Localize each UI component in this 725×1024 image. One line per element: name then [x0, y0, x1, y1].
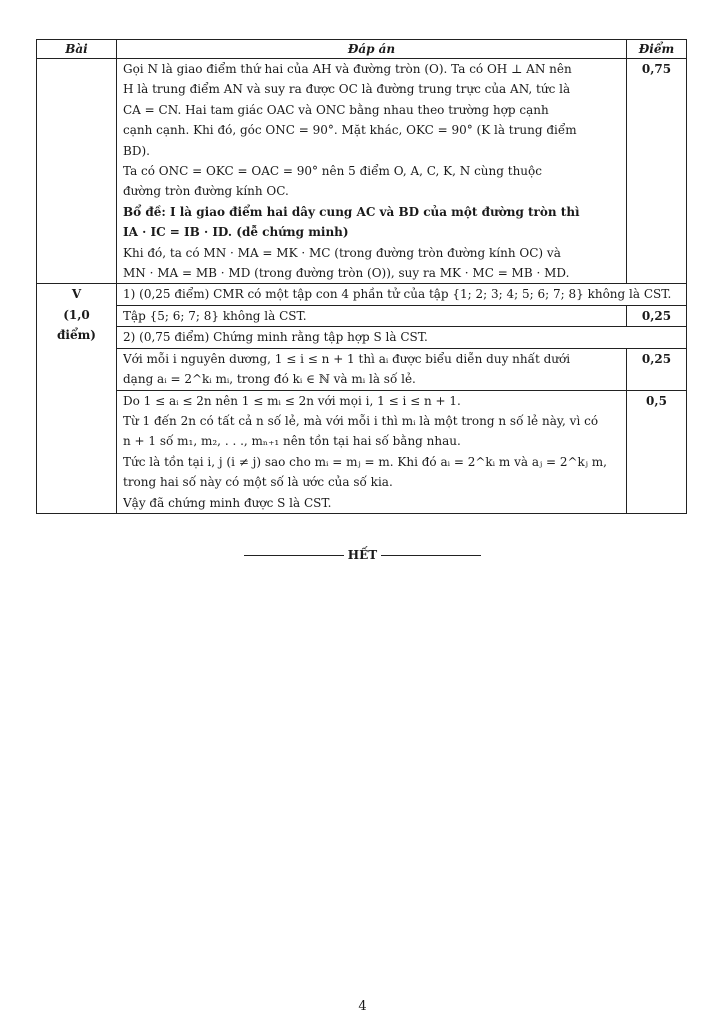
part2-step1-cell: [117, 348, 627, 390]
answer-line: dạng aᵢ = 2^kᵢ mᵢ, trong đó kᵢ ∈ ℕ và mᵢ là số lẻ.: [123, 372, 416, 387]
table-row-v-part1-header: [37, 284, 687, 305]
end-mark-text: HẾT: [347, 548, 378, 562]
answer-line: CA = CN. Hai tam giác OAC và ONC bằng nhau theo trường hợp cạnh: [123, 102, 549, 117]
table-header-row: [37, 40, 687, 59]
table-row-v-part2-header: [37, 327, 687, 348]
answer-line: H là trung điểm AN và suy ra được OC là đường trung trực của AN, tức là: [123, 82, 571, 97]
table-row-v-part2-step2: [37, 390, 687, 513]
header-diem: Điểm: [627, 40, 687, 59]
answer-line: Do 1 ≤ aᵢ ≤ 2n nên 1 ≤ mᵢ ≤ 2n với mọi i, 1 ≤ i ≤ n + 1.: [123, 393, 461, 408]
answer-line: đường tròn đường kính OC.: [123, 184, 289, 199]
table-row-v-part1-answer: [37, 305, 687, 326]
end-rule-right: [381, 555, 481, 556]
bai-cell-v: [37, 284, 117, 513]
answer-line: BD).: [123, 143, 150, 158]
answer-line: Vậy đã chứng minh được S là CST.: [123, 495, 332, 510]
answer-line: MN · MA = MB · MD (trong đường tròn (O)), suy ra MK · MC = MB · MD.: [123, 266, 570, 281]
answer-line: Ta có ONC = OKC = OAC = 90° nên 5 điểm O, A, C, K, N cùng thuộc: [123, 164, 542, 179]
answer-cell-geometry: [117, 59, 627, 284]
answer-line: n + 1 số m₁, m₂, . . ., mₙ₊₁ nên tồn tại hai số bằng nhau.: [123, 434, 461, 449]
header-dap-an: Đáp án: [117, 40, 627, 59]
page-number: 4: [358, 999, 367, 1014]
answer-line: trong hai số này có một số là ước của số kia.: [123, 475, 393, 490]
part2-header: 2) (0,75 điểm) Chứng minh rằng tập hợp S là CST.: [123, 330, 428, 345]
header-bai: Bài: [37, 40, 117, 59]
part2-header-cell: [117, 327, 687, 348]
bai-label: V: [71, 287, 82, 302]
answer-line: cạnh cạnh. Khi đó, góc ONC = 90°. Mặt khác, OKC = 90° (K là trung điểm: [123, 123, 577, 138]
part1-header-cell: [117, 284, 687, 305]
bai-cell-empty: [37, 59, 117, 284]
part1-header: 1) (0,25 điểm) CMR có một tập con 4 phần tử của tập {1; 2; 3; 4; 5; 6; 7; 8} không là CST.: [123, 287, 672, 302]
table-row-v-part2-step1: [37, 348, 687, 390]
answer-line: Gọi N là giao điểm thứ hai của AH và đường tròn (O). Ta có OH ⊥ AN nên: [123, 62, 572, 76]
part1-answer: Tập {5; 6; 7; 8} không là CST.: [123, 308, 307, 323]
table-row-geometry: [37, 59, 687, 284]
end-mark: [0, 548, 725, 562]
part1-answer-cell: [117, 305, 627, 326]
bai-points: (1,0 điểm): [57, 307, 96, 343]
score-cell: 0,25: [627, 348, 687, 390]
part2-step2-cell: [117, 390, 627, 513]
score-cell: 0,75: [627, 59, 687, 284]
answer-line: Tức là tồn tại i, j (i ≠ j) sao cho mᵢ = mⱼ = m. Khi đó aᵢ = 2^kᵢ m và aⱼ = 2^kⱼ m,: [123, 454, 607, 469]
answer-key-table: [36, 39, 687, 514]
lemma-line: IA · IC = IB · ID. (dễ chứng minh): [123, 225, 349, 240]
answer-line: Khi đó, ta có MN · MA = MK · MC (trong đường tròn đường kính OC) và: [123, 245, 561, 260]
answer-line: Từ 1 đến 2n có tất cả n số lẻ, mà với mỗi i thì mᵢ là một trong n số lẻ này, vì có: [123, 413, 599, 428]
end-rule-left: [244, 555, 344, 556]
score-cell: 0,5: [627, 390, 687, 513]
answer-line: Với mỗi i nguyên dương, 1 ≤ i ≤ n + 1 thì aᵢ được biểu diễn duy nhất dưới: [123, 351, 571, 366]
score-cell: 0,25: [627, 305, 687, 326]
lemma-line: Bổ đề: I là giao điểm hai dây cung AC và BD của một đường tròn thì: [123, 204, 580, 219]
